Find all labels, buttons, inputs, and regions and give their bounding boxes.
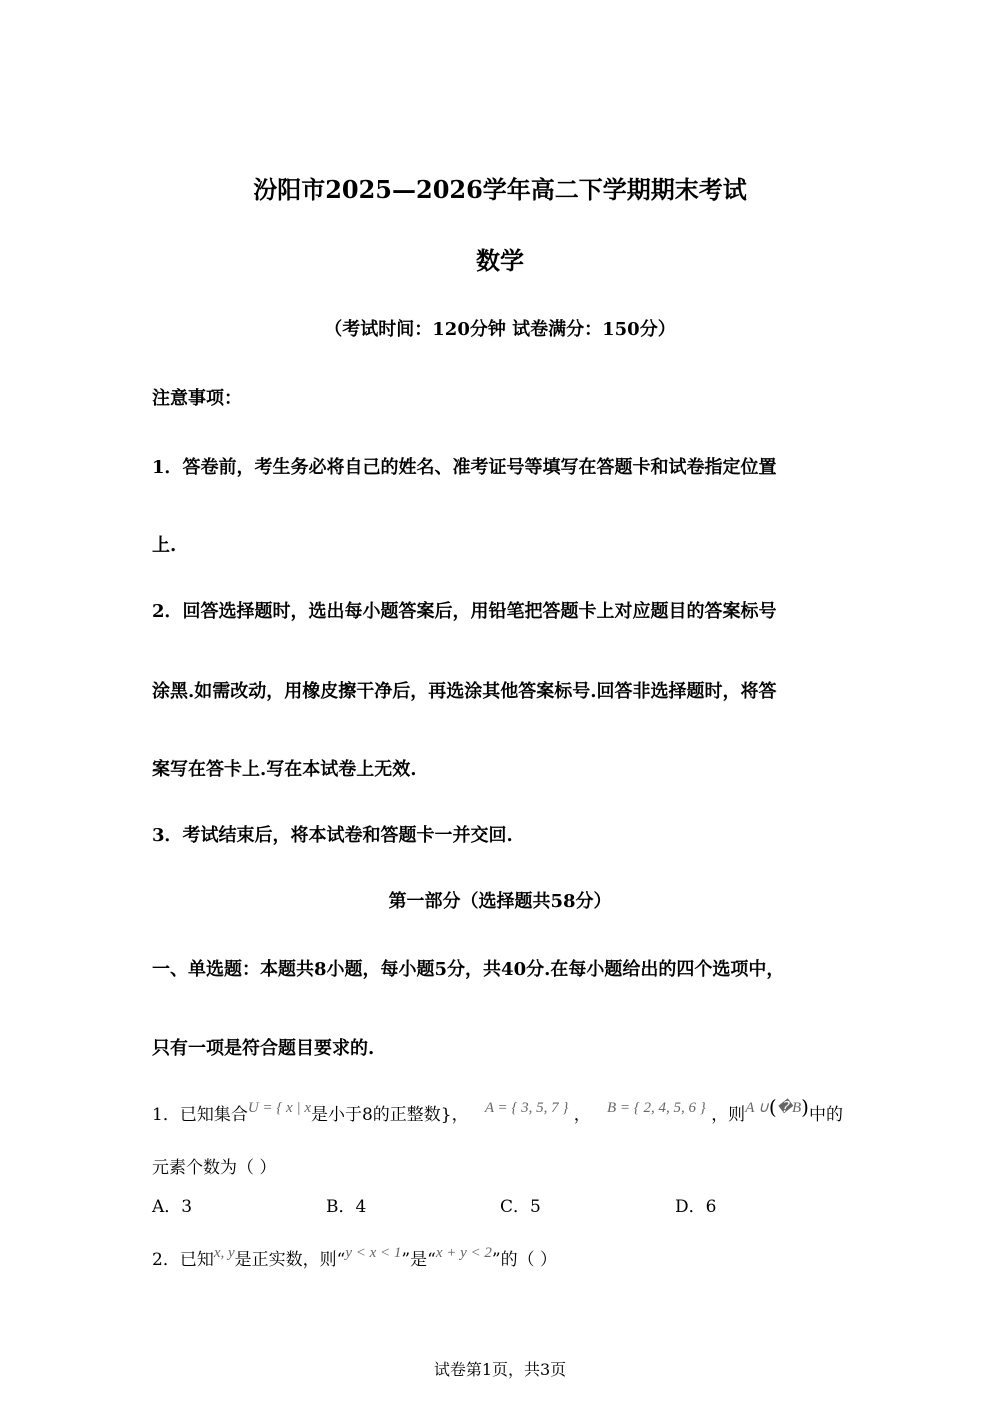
q1-suffix: 中的 [808, 1105, 843, 1125]
q1-set-u-rest: 是小于8的正整数} [310, 1105, 452, 1125]
q1-set-b: B = { 2, 4, 5, 6 } [606, 1100, 706, 1116]
q2-mid-2: ”是“ [401, 1250, 436, 1270]
question-1-line-2: 元素个数为（ ） [152, 1158, 277, 1178]
q1-option-a[interactable]: A．3 [152, 1197, 193, 1217]
question-1-line-1 [152, 1095, 843, 1125]
subject-title: 数学 [476, 246, 524, 275]
notice-item-2-line-2: 涂黑.如需改动，用橡皮擦干净后，再选涂其他答案标号.回答非选择题时，将答 [152, 681, 777, 702]
q1-paren-close: ) [801, 1095, 809, 1119]
exam-time-info: （考试时间：120分钟 试卷满分：150分） [324, 319, 676, 340]
q1-sep-2: ， [573, 1105, 591, 1125]
q1-set-u: U = { x | x [247, 1100, 311, 1116]
q2-vars: x, y [213, 1245, 235, 1261]
q2-prefix: 2．已知 [152, 1250, 214, 1270]
q1-option-d[interactable]: D．6 [675, 1197, 717, 1217]
page-footer: 试卷第1页，共3页 [433, 1360, 567, 1379]
notice-item-1-line-2: 上. [152, 535, 177, 556]
question-2-line-1 [152, 1245, 557, 1270]
notice-item-2-line-3: 案写在答卡上.写在本试卷上无效. [152, 759, 417, 780]
q2-suffix: ”的（ ） [491, 1250, 557, 1270]
section-heading-line-1: 一、单选题：本题共8小题，每小题5分，共40分.在每小题给出的四个选项中， [152, 959, 785, 980]
q1-expr-a: A ∪ [745, 1100, 769, 1116]
notice-item-1-line-1: 1．答卷前，考生务必将自己的姓名、准考证号等填写在答题卡和试卷指定位置 [152, 457, 777, 478]
q2-mid-1: 是正实数，则“ [234, 1250, 346, 1270]
notice-heading: 注意事项： [152, 388, 242, 409]
part1-heading: 第一部分（选择题共58分） [388, 891, 612, 912]
q1-option-b[interactable]: B．4 [326, 1197, 367, 1217]
q1-complement: �B [776, 1100, 802, 1116]
notice-item-3: 3．考试结束后，将本试卷和答题卡一并交回. [152, 825, 513, 846]
q2-cond-2: x + y < 2 [435, 1245, 492, 1261]
q1-sep-1: ， [451, 1105, 469, 1125]
q1-prefix: 1．已知集合 [152, 1105, 248, 1125]
q1-option-c[interactable]: C．5 [500, 1197, 541, 1217]
q1-paren-open: ( [768, 1095, 777, 1119]
exam-title: 汾阳市2025—2026学年高二下学期期末考试 [253, 175, 747, 204]
notice-item-2-line-1: 2．回答选择题时，选出每小题答案后，用铅笔把答题卡上对应题目的答案标号 [152, 601, 777, 622]
section-heading-line-2: 只有一项是符合题目要求的. [152, 1038, 375, 1059]
q1-set-a: A = { 3, 5, 7 } [484, 1100, 569, 1116]
q1-sep-3: ，则 [711, 1105, 746, 1125]
q2-cond-1: y < x < 1 [345, 1245, 402, 1261]
